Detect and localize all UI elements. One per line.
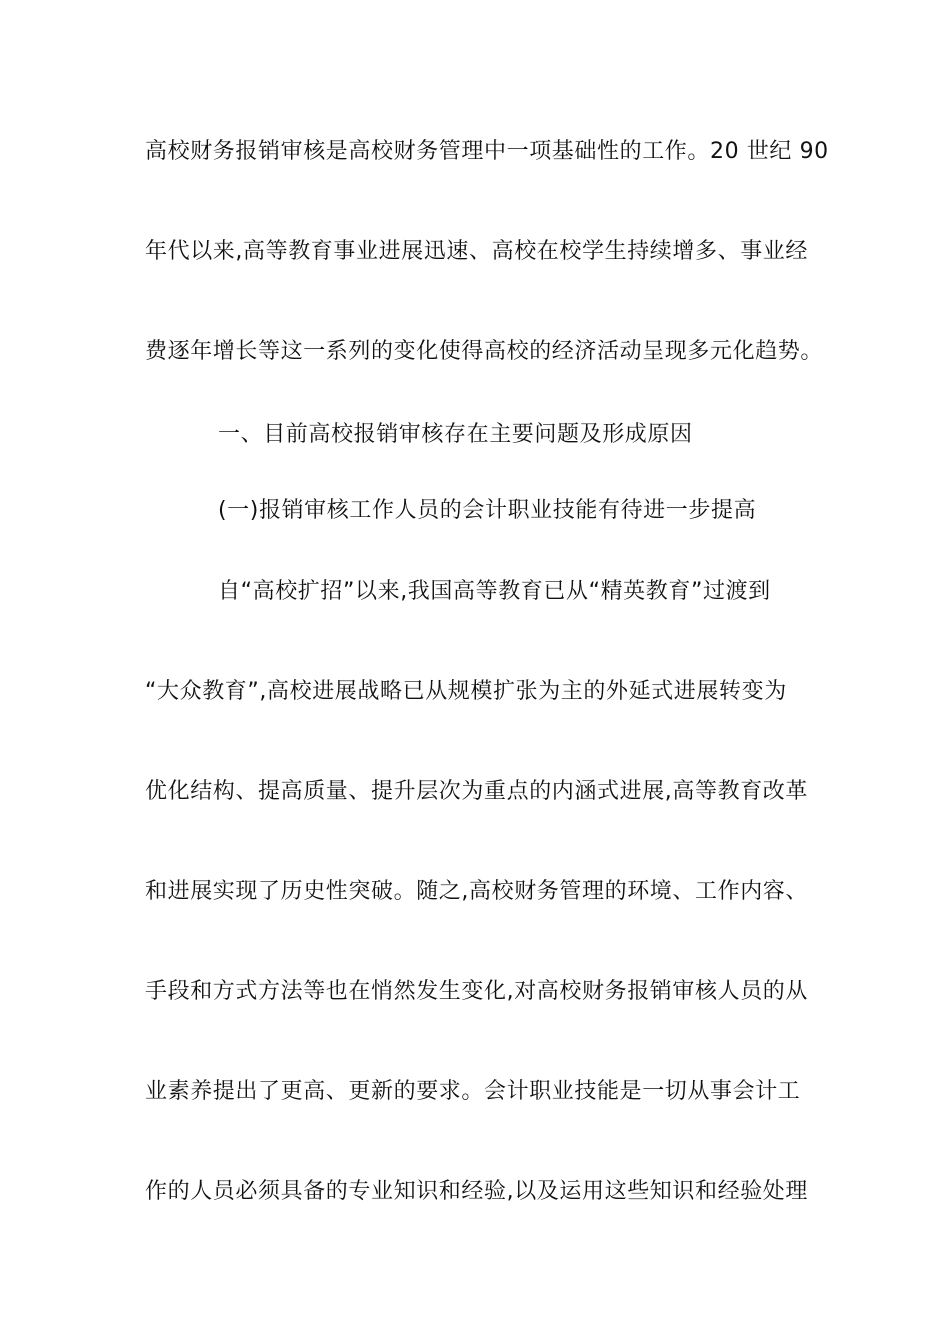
paragraph-line: 作的人员必须具备的专业知识和经验,以及运用这些知识和经验处理 <box>145 1179 808 1204</box>
section-heading: 一、目前高校报销审核存在主要问题及形成原因 <box>218 422 693 447</box>
subsection-heading: (一)报销审核工作人员的会计职业技能有待进一步提高 <box>218 498 757 523</box>
paragraph-line: 优化结构、提高质量、提升层次为重点的内涵式进展,高等教育改革 <box>145 779 808 804</box>
paragraph-line: 费逐年增长等这一系列的变化使得高校的经济活动呈现多元化趋势。 <box>145 339 824 364</box>
paragraph-line: 和进展实现了历史性突破。随之,高校财务管理的环境、工作内容、 <box>145 879 808 904</box>
paragraph-line: 手段和方式方法等也在悄然发生变化,对高校财务报销审核人员的从 <box>145 979 808 1004</box>
paragraph-line: 高校财务报销审核是高校财务管理中一项基础性的工作。20 世纪 90 <box>145 139 829 164</box>
paragraph-line: “大众教育”,高校进展战略已从规模扩张为主的外延式进展转变为 <box>145 679 787 704</box>
paragraph-line: 自“高校扩招”以来,我国高等教育已从“精英教育”过渡到 <box>218 579 771 604</box>
paragraph-line: 业素养提出了更高、更新的要求。会计职业技能是一切从事会计工 <box>145 1079 801 1104</box>
paragraph-line: 年代以来,高等教育事业进展迅速、高校在校学生持续增多、事业经 <box>145 239 808 264</box>
